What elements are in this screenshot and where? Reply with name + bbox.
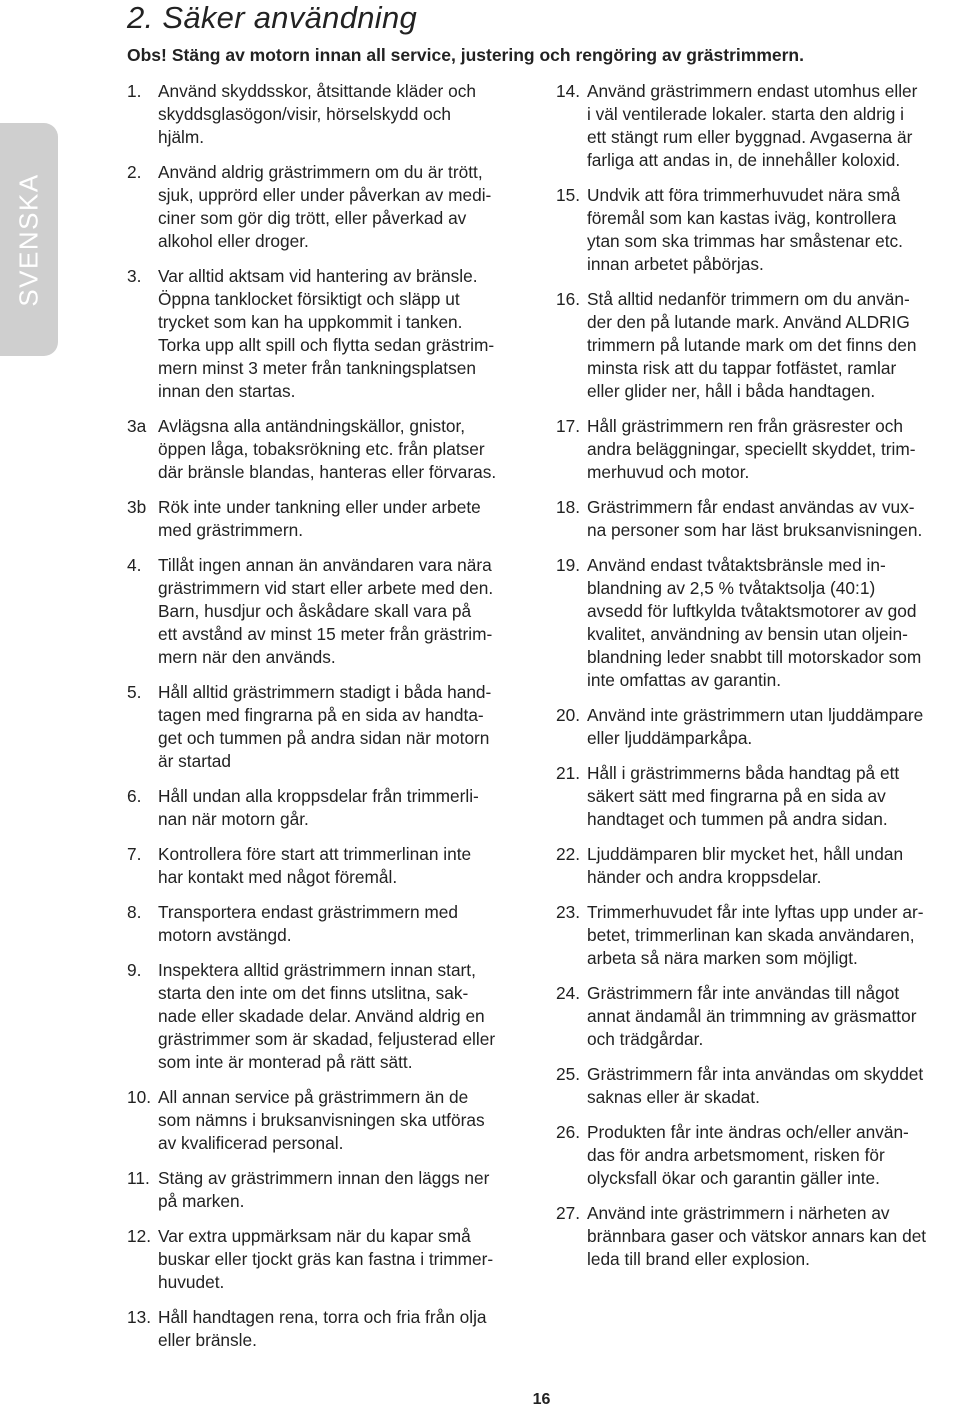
item-text: Trimmerhuvudet får inte lyftas upp under ar- betet, trimmerlinan kan skada användaren, arbeta så nära marken som möjligt. xyxy=(587,902,924,968)
item-number: 27. xyxy=(556,1203,581,1223)
item-number: 19. xyxy=(556,555,581,575)
left-list-item-3 xyxy=(127,415,547,484)
item-text: Håll undan alla kroppsdelar från trimmerli- nan när motorn går. xyxy=(158,786,479,829)
item-number: 24. xyxy=(556,983,581,1003)
item-text: Stå alltid nedanför trimmern om du använ- der den på lutande mark. Använd ALDRIG trimmern på lutande mark om det finns den minsta risk att du tappar fotfästet, ramlar eller glider ner, håll i båda handtagen. xyxy=(587,289,917,401)
safety-list-right xyxy=(556,80,960,1271)
item-number: 8. xyxy=(127,902,142,922)
right-list-item-7 xyxy=(556,762,960,831)
item-number: 16. xyxy=(556,289,581,309)
notice-label: Obs! xyxy=(127,45,167,65)
item-text: Använd grästrimmern endast utomhus eller i väl ventilerade lokaler. starta den aldrig i ett stängt rum eller byggnad. Avgaserna är farliga att andas in, de innehåller koloxid. xyxy=(587,81,918,170)
safety-list-left xyxy=(127,80,547,1352)
item-number: 10. xyxy=(127,1087,152,1107)
item-number: 20. xyxy=(556,705,581,725)
right-list-item-0 xyxy=(556,80,960,172)
right-list-item-6 xyxy=(556,704,960,750)
right-list-item-13 xyxy=(556,1202,960,1271)
left-list-item-14 xyxy=(127,1306,547,1352)
item-number: 1. xyxy=(127,81,142,101)
right-list-item-8 xyxy=(556,843,960,889)
item-number: 9. xyxy=(127,960,142,980)
item-number: 22. xyxy=(556,844,581,864)
item-number: 26. xyxy=(556,1122,581,1142)
item-number: 13. xyxy=(127,1307,152,1327)
left-list-item-13 xyxy=(127,1225,547,1294)
notice-text: Stäng av motorn innan all service, justering och rengöring av grästrimmern. xyxy=(171,45,804,65)
left-list-item-0 xyxy=(127,80,547,149)
item-number: 17. xyxy=(556,416,581,436)
right-list-item-4 xyxy=(556,496,960,542)
safety-notice xyxy=(127,44,927,66)
item-text: Håll alltid grästrimmern stadigt i båda hand- tagen med fingrarna på en sida av handta- get och tummen på andra sidan när motorn är startad xyxy=(158,682,492,771)
item-text: Grästrimmern får endast användas av vux- na personer som har läst bruksanvisningen. xyxy=(587,497,923,540)
right-list-item-11 xyxy=(556,1063,960,1109)
item-text: Avlägsna alla antändningskällor, gnistor, öppen låga, tobaksrökning etc. från platser där bränsle blandas, hanteras eller förvaras. xyxy=(158,416,497,482)
item-number: 11. xyxy=(127,1168,150,1188)
item-text: Använd inte grästrimmern utan ljuddämpare eller ljuddämparkåpa. xyxy=(587,705,924,748)
item-number: 21. xyxy=(556,763,581,783)
left-list-item-6 xyxy=(127,681,547,773)
page-number: 16 xyxy=(532,1391,551,1408)
item-text: Produkten får inte ändras och/eller använ- das för andra arbetsmoment, risken för olycksfall ökar och garantin gäller inte. xyxy=(587,1122,909,1188)
item-text: Stäng av grästrimmern innan den läggs ner på marken. xyxy=(158,1168,490,1211)
right-list-item-10 xyxy=(556,982,960,1051)
left-list-item-2 xyxy=(127,265,547,403)
item-number: 2. xyxy=(127,162,142,182)
item-text: Använd inte grästrimmern i närheten av brännbara gaser och vätskor annars kan det leda till brand eller explosion. xyxy=(587,1203,927,1269)
item-text: Inspektera alltid grästrimmern innan start, starta den inte om det finns utslitna, sak- nade eller skadade delar. Använd aldrig en grästrimmer som är skadad, feljusterad eller som inte är monterad på rätt sätt. xyxy=(158,960,496,1072)
item-text: All annan service på grästrimmern än de som nämns i bruksanvisningen ska utföras av kvalificerad personal. xyxy=(158,1087,485,1153)
item-text: Håll grästrimmern ren från gräsrester och andra beläggningar, speciellt skyddet, trim- merhuvud och motor. xyxy=(587,416,916,482)
item-number: 3b xyxy=(127,497,147,517)
item-number: 12. xyxy=(127,1226,152,1246)
left-list-item-1 xyxy=(127,161,547,253)
item-number: 18. xyxy=(556,497,581,517)
item-text: Rök inte under tankning eller under arbete med grästrimmern. xyxy=(158,497,481,540)
left-list-item-7 xyxy=(127,785,547,831)
right-list-item-9 xyxy=(556,901,960,970)
item-text: Använd endast tvåtaktsbränsle med in- blandning av 2,5 % tvåtaktsolja (40:1) avsedd för luftkylda tvåtaktsmotorer av god kvalitet, användning av bensin utan oljein- blandning leder snabbt till motorskador som inte omfattas av garantin. xyxy=(587,555,922,690)
left-list-item-9 xyxy=(127,901,547,947)
item-number: 4. xyxy=(127,555,142,575)
right-list-item-2 xyxy=(556,288,960,403)
item-text: Håll handtagen rena, torra och fria från olja eller bränsle. xyxy=(158,1307,487,1350)
left-list-item-4 xyxy=(127,496,547,542)
left-list-item-11 xyxy=(127,1086,547,1155)
item-text: Var alltid aktsam vid hantering av bränsle. Öppna tanklocket försiktigt och släpp ut trycket som kan ha uppkommit i tanken. Torka upp allt spill och flytta sedan grästrim- mern minst 3 meter från tankningsplatsen innan den startas. xyxy=(158,266,495,401)
item-text: Var extra uppmärksam när du kapar små buskar eller tjockt gräs kan fastna i trimmer- huvudet. xyxy=(158,1226,494,1292)
item-text: Ljuddämparen blir mycket het, håll undan händer och andra kroppsdelar. xyxy=(587,844,904,887)
item-number: 3a xyxy=(127,416,147,436)
left-list-item-8 xyxy=(127,843,547,889)
item-text: Använd aldrig grästrimmern om du är trött, sjuk, upprörd eller under påverkan av medi- ciner som gör dig trött, eller påverkad av alkohol eller droger. xyxy=(158,162,492,251)
right-list-item-3 xyxy=(556,415,960,484)
item-number: 14. xyxy=(556,81,581,101)
item-text: Grästrimmern får inta användas om skyddet saknas eller är skadat. xyxy=(587,1064,924,1107)
item-text: Undvik att föra trimmerhuvudet nära små föremål som kan kastas iväg, kontrollera ytan som ska trimmas har småstenar etc. innan arbetet påbörjas. xyxy=(587,185,903,274)
item-number: 15. xyxy=(556,185,581,205)
item-text: Håll i grästrimmerns båda handtag på ett säkert sätt med fingrarna på en sida av handtaget och tummen på andra sidan. xyxy=(587,763,900,829)
item-number: 23. xyxy=(556,902,581,922)
right-list-item-1 xyxy=(556,184,960,276)
left-list-item-12 xyxy=(127,1167,547,1213)
item-text: Grästrimmern får inte användas till något annat ändamål än trimmning av gräsmattor och trädgårdar. xyxy=(587,983,917,1049)
item-number: 5. xyxy=(127,682,142,702)
section-title: 2. Säker användning xyxy=(127,0,418,35)
item-number: 6. xyxy=(127,786,142,806)
item-text: Transportera endast grästrimmern med motorn avstängd. xyxy=(158,902,458,945)
item-number: 3. xyxy=(127,266,142,286)
item-text: Kontrollera före start att trimmerlinan inte har kontakt med något föremål. xyxy=(158,844,472,887)
item-number: 25. xyxy=(556,1064,581,1084)
language-tab-label: SVENSKA xyxy=(13,173,44,307)
right-list-item-5 xyxy=(556,554,960,692)
item-text: Använd skyddsskor, åtsittande kläder och skyddsglasögon/visir, hörselskydd och hjälm. xyxy=(158,81,476,147)
item-number: 7. xyxy=(127,844,142,864)
left-list-item-5 xyxy=(127,554,547,669)
item-text: Tillåt ingen annan än användaren vara nära grästrimmern vid start eller arbete med den. Barn, husdjur och åskådare skall vara på ett avstånd av minst 15 meter från grästrim- mern när den används. xyxy=(158,555,494,667)
left-list-item-10 xyxy=(127,959,547,1074)
right-list-item-12 xyxy=(556,1121,960,1190)
